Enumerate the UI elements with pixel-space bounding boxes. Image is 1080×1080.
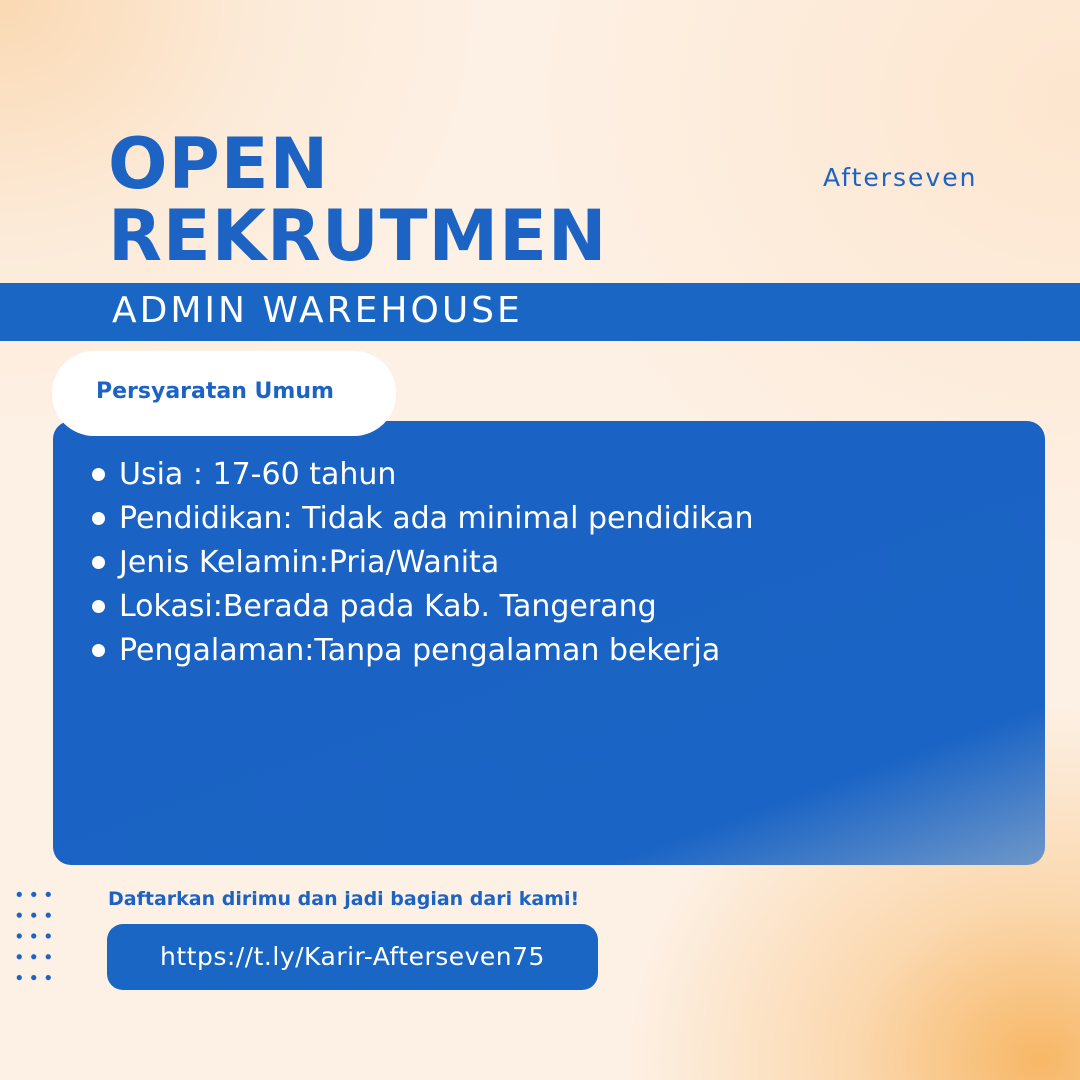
requirements-heading-pill bbox=[52, 351, 396, 436]
requirements-list bbox=[90, 453, 753, 673]
requirement-item-gender bbox=[90, 541, 753, 585]
brand-name: Afterseven bbox=[823, 163, 978, 192]
bullet-icon bbox=[92, 468, 105, 481]
requirement-text: Lokasi:Berada pada Kab. Tangerang bbox=[119, 589, 657, 624]
requirement-text: Jenis Kelamin:Pria/Wanita bbox=[119, 545, 500, 580]
requirement-text: Pengalaman:Tanpa pengalaman bekerja bbox=[119, 633, 721, 668]
requirement-item-location bbox=[90, 585, 753, 629]
requirements-heading: Persyaratan Umum bbox=[96, 379, 334, 404]
title-line-open: OPEN bbox=[108, 123, 330, 205]
page-title bbox=[108, 123, 608, 277]
title-line-rekrutmen: REKRUTMEN bbox=[108, 195, 608, 277]
requirement-item-experience bbox=[90, 629, 753, 673]
call-to-action-text: Daftarkan dirimu dan jadi bagian dari kami! bbox=[108, 888, 580, 910]
requirement-item-age bbox=[90, 453, 753, 497]
bullet-icon bbox=[92, 600, 105, 613]
position-title: ADMIN WAREHOUSE bbox=[112, 290, 523, 331]
bullet-icon bbox=[92, 556, 105, 569]
dot-grid-decoration bbox=[12, 884, 56, 988]
bullet-icon bbox=[92, 512, 105, 525]
requirement-text: Pendidikan: Tidak ada minimal pendidikan bbox=[119, 501, 754, 536]
requirement-text: Usia : 17-60 tahun bbox=[119, 457, 397, 492]
requirement-item-education bbox=[90, 497, 753, 541]
position-banner bbox=[0, 283, 1080, 341]
registration-link-button[interactable]: https://t.ly/Karir-Afterseven75 bbox=[107, 924, 598, 990]
bullet-icon bbox=[92, 644, 105, 657]
